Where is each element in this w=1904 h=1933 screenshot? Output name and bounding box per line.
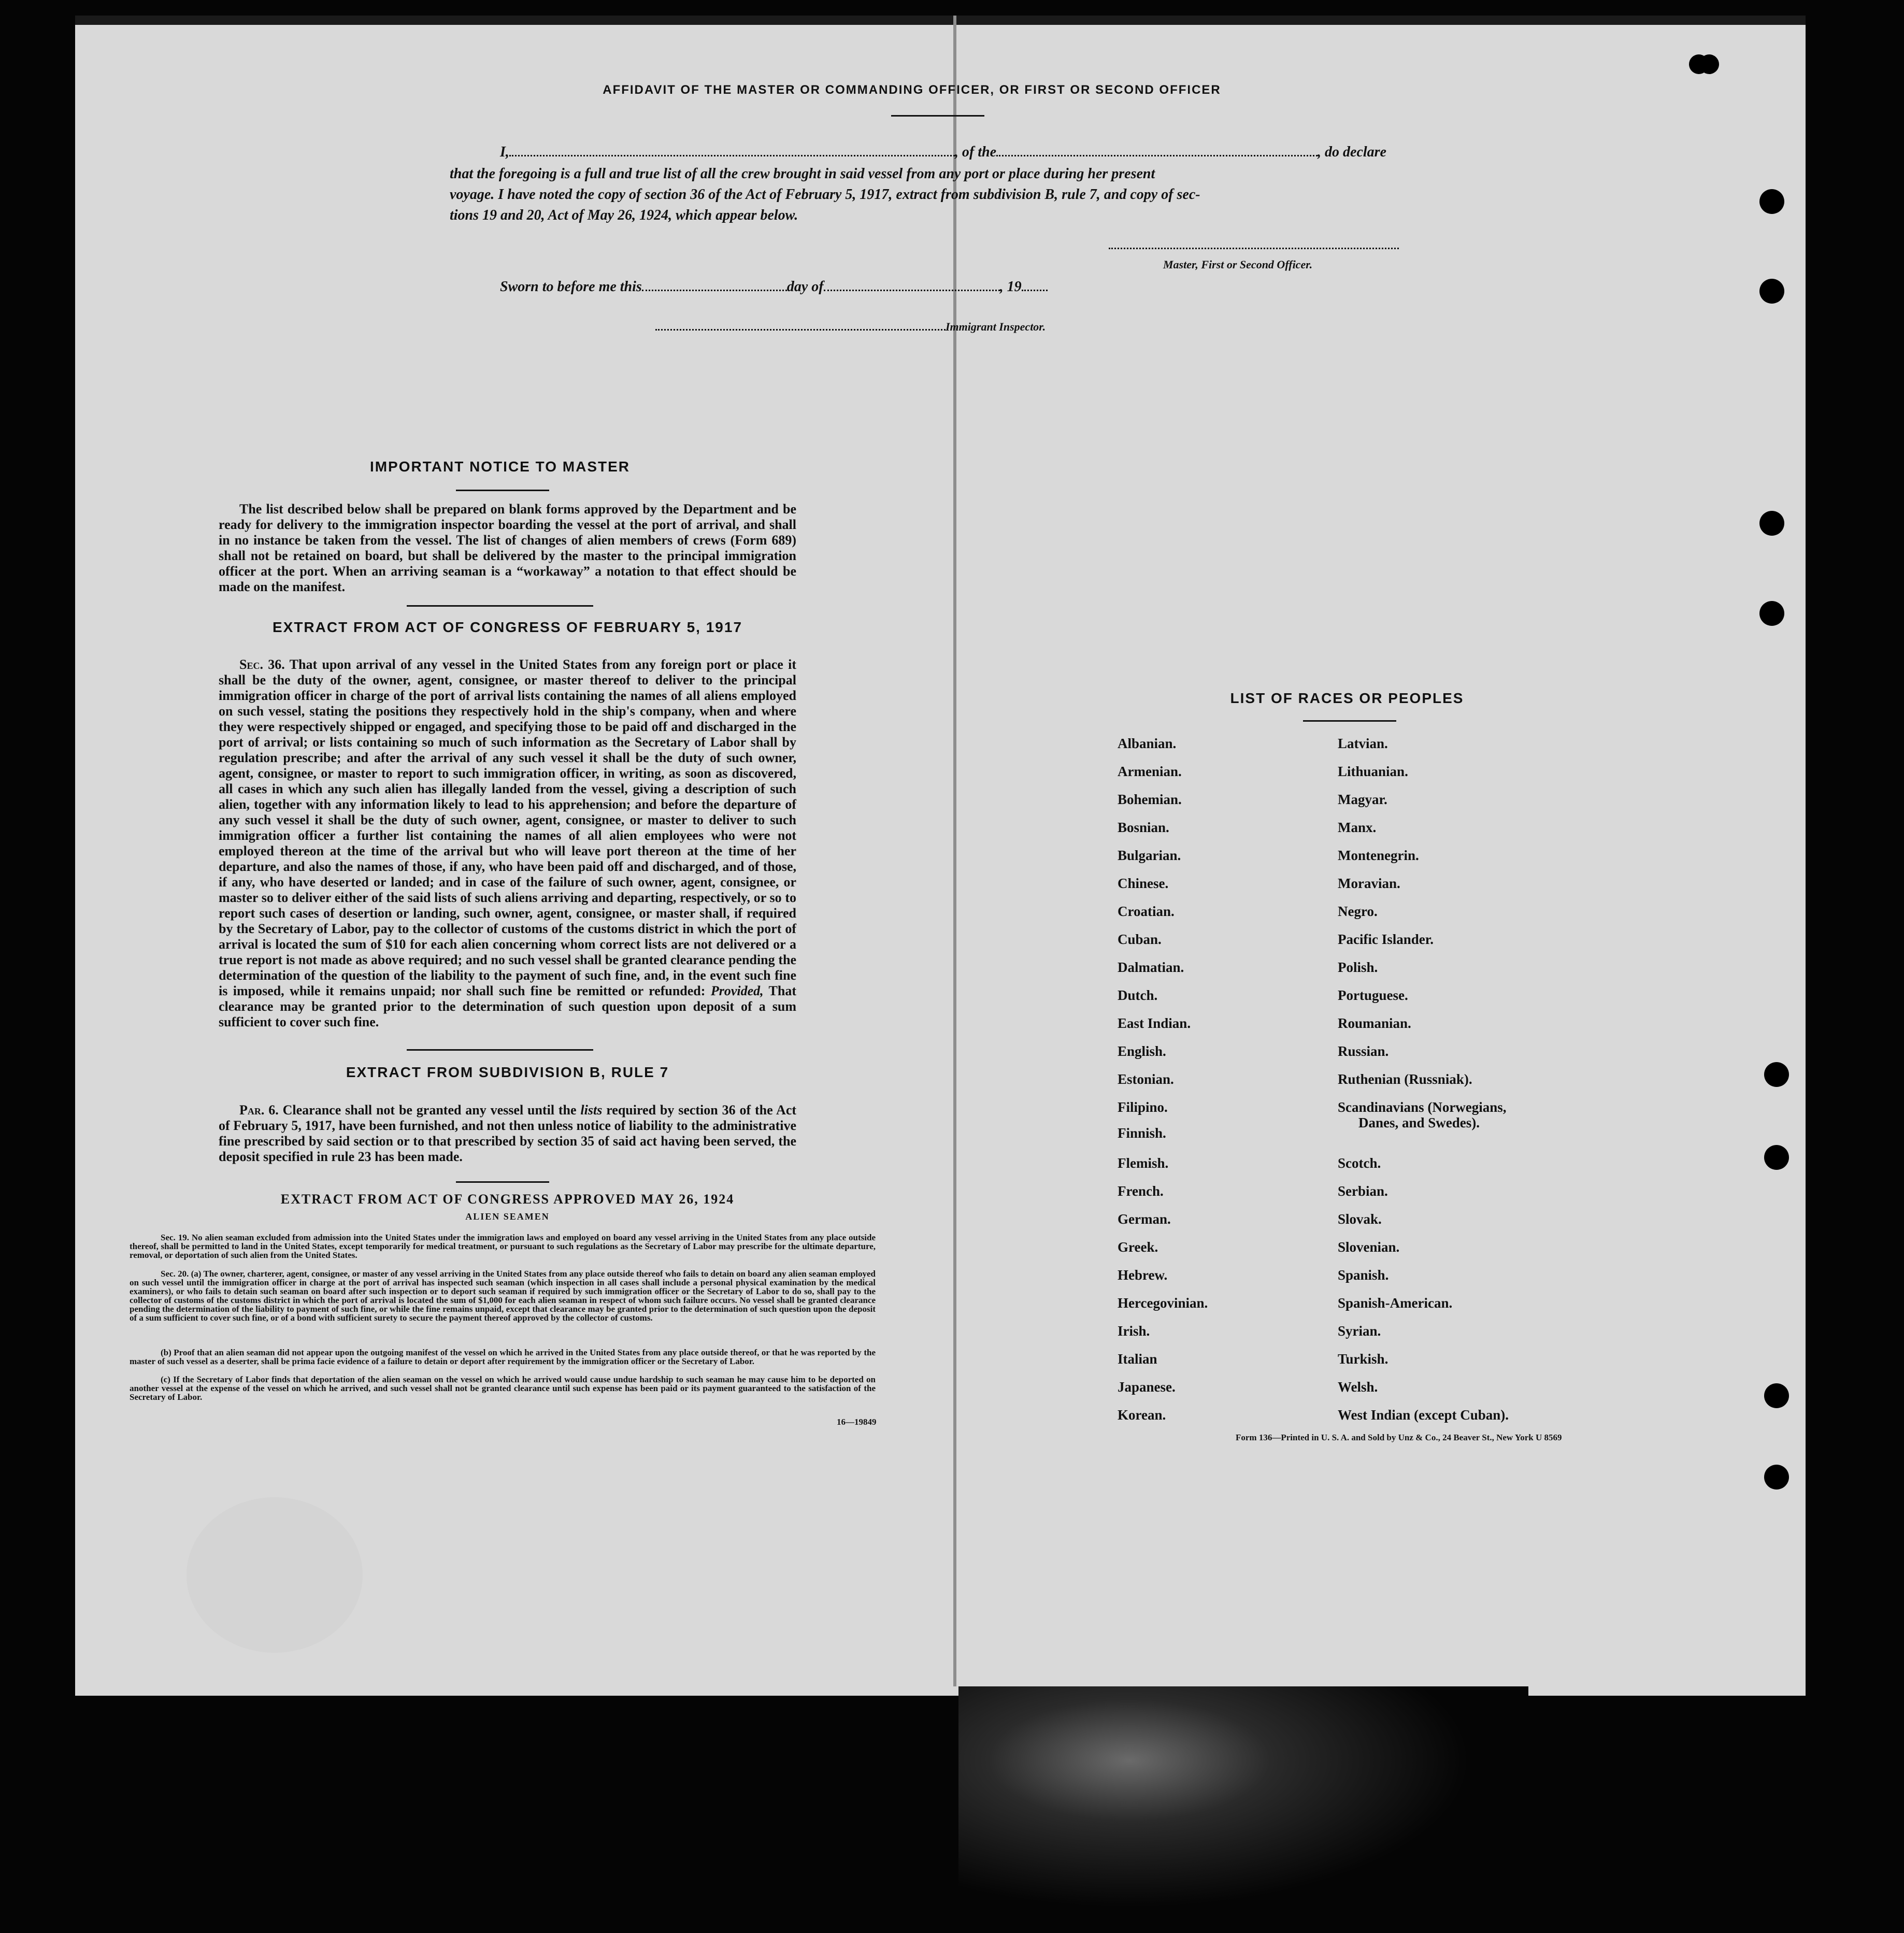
section-20a-text: Sec. 20. (a) The owner, charterer, agent, consignee, or master of any vessel arriving in the United States from any place outside thereof who fails to detain on board any alien seaman employed on such vessel until the immigration officer in charge at the port of arrival has inspected such seaman (which inspection in all cases shall include a personal physical examination by the medical examiners), or who fails to detain such seaman on board after such inspection or to deport such seaman if required by such immigration officer or the Secretary of Labor to do so, shall pay to the collector of customs of the customs district in which the port of arrival is located the sum of $1,000 for each alien seaman in respect of whom such failure occurs. No vessel shall be granted clearance pending the determination of the liability to payment of such fine, or while the fine remains unpaid, except that clearance may be granted prior to the determination of such question upon the deposit of a sum sufficient to cover such fine, or of a bond with sufficient surety to secure the payment thereof approved by the collector of customs. <box>130 1269 876 1323</box>
punch-hole <box>1764 1465 1789 1490</box>
affidavit-line1 <box>500 144 1427 161</box>
list-item: Bosnian. <box>1118 820 1169 835</box>
par-6-text-start: Clearance shall not be granted any vessel until the <box>282 1102 577 1118</box>
extract-1917-title: EXTRACT FROM ACT OF CONGRESS OF FEBRUARY 5, 1917 <box>272 619 743 635</box>
name-field[interactable] <box>509 155 955 156</box>
list-item: Spanish. <box>1338 1267 1389 1283</box>
list-item: Latvian. <box>1338 736 1388 751</box>
list-item: French. <box>1118 1183 1164 1199</box>
section-36-text: That upon arrival of any vessel in the United States from any foreign port or place it shall be the duty of the owner, agent, consignee, or master thereof to deliver to the principal immigration officer in charge of the port of arrival lists containing the names of all aliens employed on such vessel, stating the positions they respectively hold in the ship's company, when and where they were respectively shipped or engaged, and specifying those to be paid off and discharged in the port of arrival; or lists containing so much of such information as the Secretary of Labor shall by regulation prescribe; and after the arrival of any such vessel it shall be the duty of such owner, agent, consignee, or master to report to such immigration officer, in writing, as soon as discovered, all cases in which any such alien has illegally landed from the vessel, giving a description of such alien, together with any information likely to lead to his apprehension; and before the departure of any such vessel it shall be the duty of such owner, agent, consignee, or master to deliver to such immigration officer a further list containing the names of all alien employees who were not employed thereon at the time of the arrival but who will leave port thereon at the time of her departure, and also the names of those, if any, who have been paid off and discharged, and of those, if any, who have deserted or landed; and in case of the failure of such owner, agent, consignee, or master so to deliver either of the said lists of such aliens arriving and departing, respectively, or so to report such cases of desertion or landing, such owner, agent, consignee, or master shall, if required by the Secretary of Labor, pay to the collector of customs of the customs district in which the port of arrival is located the sum of $10 for each alien concerning whom correct lists are not delivered or a true report is not made as above required; and no such vessel shall be granted clearance pending the determination of the question of the liability to the payment of such fine, and, in the event such fine is imposed, while it remains unpaid; nor shall such fine be remitted or refunded: <box>219 657 796 998</box>
list-item: Slovak. <box>1338 1211 1382 1227</box>
notice-title: IMPORTANT NOTICE TO MASTER <box>369 459 631 475</box>
scan-background-debris <box>958 1686 1528 1933</box>
par-6-text-end: required by section 36 of the Act of February 5, 1917, have been furnished, and not then unless notice of liability to the administrative fine prescribed by said section or to that prescribed by section 35 of said act having been served, the deposit specified in rule 23 has been made. <box>219 1102 797 1164</box>
list-item: Scotch. <box>1338 1155 1381 1171</box>
punch-hole <box>1764 1383 1789 1408</box>
list-item: Greek. <box>1118 1239 1158 1255</box>
affidavit-line3: voyage. I have noted the copy of section 36 of the Act of February 5, 1917, extract from subdivision B, rule 7, and copy of sec- <box>450 187 1200 203</box>
list-item: Lithuanian. <box>1338 764 1408 779</box>
page-fold <box>953 16 956 1686</box>
list-item: Montenegrin. <box>1338 848 1419 863</box>
divider <box>407 1049 593 1051</box>
list-item: Japanese. <box>1118 1379 1176 1395</box>
notice-body: The list described below shall be prepared on blank forms approved by the Department and be ready for delivery to the immigration inspector boarding the vessel at the port of arrival, and shall in no instance be taken from the vessel. The list of changes of alien members of crews (Form 689) shall not be retained on board, but shall be delivered by the master to the principal immigration officer at the port. When an arriving seaman is a “workaway” a notation to that effect should be made on the manifest. <box>219 502 796 594</box>
subdivision-b-title: EXTRACT FROM SUBDIVISION B, RULE 7 <box>346 1064 669 1080</box>
list-item: Syrian. <box>1338 1323 1381 1339</box>
races-title: LIST OF RACES OR PEOPLES <box>1230 690 1464 706</box>
print-code: 16—19849 <box>837 1417 877 1427</box>
list-item: Moravian. <box>1338 876 1400 891</box>
punch-hole <box>1759 279 1784 304</box>
inspector-line <box>655 320 1046 334</box>
list-item: Manx. <box>1338 820 1377 835</box>
list-item: Welsh. <box>1338 1379 1378 1395</box>
section-36-text-end: That clearance may be granted prior to the determination of such question upon deposit of a sum sufficient to cover such fine. <box>219 983 797 1029</box>
races-left-column <box>1118 736 1314 1435</box>
list-item: Finnish. <box>1118 1125 1166 1141</box>
list-item: Chinese. <box>1118 876 1169 891</box>
list-item: Ruthenian (Russniak). <box>1338 1071 1472 1087</box>
of-the-label: , of the <box>954 144 997 160</box>
embossed-seal <box>187 1497 363 1653</box>
punch-hole <box>1759 189 1784 214</box>
punch-hole <box>1759 601 1784 626</box>
form-printer-line: Form 136—Printed in U. S. A. and Sold by Unz & Co., 24 Beaver St., New York U 8569 <box>1236 1433 1562 1442</box>
par-6-label: Par. 6. <box>239 1102 279 1118</box>
races-right-column <box>1338 736 1628 1435</box>
lists-word: lists <box>580 1102 603 1118</box>
list-item: Turkish. <box>1338 1351 1388 1367</box>
divider <box>456 1181 549 1183</box>
list-item: Danes, and Swedes). <box>1358 1115 1480 1130</box>
list-item: Irish. <box>1118 1323 1150 1339</box>
punch-hole <box>1699 54 1719 74</box>
list-item: Filipino. <box>1118 1099 1168 1115</box>
section-36-label: Sec. 36. <box>239 657 285 672</box>
list-item: Bulgarian. <box>1118 848 1181 863</box>
master-signature-field[interactable] <box>1109 248 1399 249</box>
affidavit-line2: that the foregoing is a full and true list of all the crew brought in said vessel from any port or place during her present <box>450 166 1155 182</box>
list-item: West Indian (except Cuban). <box>1338 1407 1509 1423</box>
list-item: Dalmatian. <box>1118 960 1184 975</box>
vessel-field[interactable] <box>996 155 1318 156</box>
divider <box>891 115 984 117</box>
list-item: Serbian. <box>1338 1183 1388 1199</box>
section-20c-text: (c) If the Secretary of Labor finds that deportation of the alien seaman on the vessel on which he arrived would cause undue hardship to such seaman he may cause him to be deported on another vessel at the expense of the vessel on which he arrived, and such vessel shall not be granted clearance until such expense has been paid or its payment guaranteed to the satisfaction of the Secretary of Labor. <box>130 1374 876 1402</box>
affidavit-title: AFFIDAVIT OF THE MASTER OR COMMANDING OFFICER, OR FIRST OR SECOND OFFICER <box>603 83 1221 97</box>
list-item: Negro. <box>1338 904 1378 919</box>
list-item: East Indian. <box>1118 1015 1191 1031</box>
list-item: Armenian. <box>1118 764 1182 779</box>
master-signature-caption: Master, First or Second Officer. <box>1163 258 1313 271</box>
list-item: Russian. <box>1338 1043 1389 1059</box>
year-label: , 19 <box>999 279 1022 295</box>
list-item: Korean. <box>1118 1407 1166 1423</box>
list-item: Magyar. <box>1338 792 1387 807</box>
list-item: Italian <box>1118 1351 1157 1367</box>
list-item: Croatian. <box>1118 904 1175 919</box>
provided-label: Provided, <box>710 983 764 998</box>
i-label: I, <box>500 144 509 160</box>
list-item: Estonian. <box>1118 1071 1174 1087</box>
punch-hole <box>1764 1145 1789 1170</box>
list-item: Hebrew. <box>1118 1267 1168 1283</box>
day-field[interactable] <box>642 290 787 291</box>
list-item: Dutch. <box>1118 987 1158 1003</box>
extract-1917-body <box>219 657 796 1030</box>
month-field[interactable] <box>824 290 1000 291</box>
list-item: Scandinavians (Norwegians, <box>1338 1099 1507 1115</box>
year-field[interactable] <box>1022 290 1048 291</box>
divider <box>456 490 549 491</box>
punch-hole <box>1759 511 1784 536</box>
extract-1924-title: EXTRACT FROM ACT OF CONGRESS APPROVED MAY 26, 1924 <box>280 1192 735 1207</box>
sworn-line <box>500 279 1173 295</box>
extract-1924-subtitle: ALIEN SEAMEN <box>465 1211 550 1222</box>
list-item: Polish. <box>1338 960 1378 975</box>
list-item: English. <box>1118 1043 1166 1059</box>
inspector-caption: Immigrant Inspector. <box>946 320 1046 333</box>
section-19-text: Sec. 19. No alien seaman excluded from admission into the United States under the immigration laws and employed on board any vessel arriving in the United States from any place outside thereof, shall be permitted to land in the United States, except temporarily for medical treatment, or pursuant to such regulations as the Secretary of Labor may prescribe for the ultimate departure, removal, or deportation of such alien from the United States. <box>130 1233 876 1260</box>
subdivision-b-body <box>219 1102 796 1165</box>
list-item: Hercegovinian. <box>1118 1295 1208 1311</box>
list-item: Albanian. <box>1118 736 1177 751</box>
list-item: Spanish-American. <box>1338 1295 1453 1311</box>
inspector-signature-field[interactable] <box>655 329 946 331</box>
sworn-label: Sworn to before me this <box>500 279 642 295</box>
divider <box>407 605 593 607</box>
do-declare-label: , do declare <box>1318 144 1386 160</box>
list-item: Portuguese. <box>1338 987 1408 1003</box>
list-item: Flemish. <box>1118 1155 1169 1171</box>
section-20b-text: (b) Proof that an alien seaman did not appear upon the outgoing manifest of the vessel on which he arrived in the United States from any place outside thereof, or that he was reported by the master of such vessel as a deserter, shall be prima facie evidence of a failure to detain or deport after requirement by the immigration officer or the Secretary of Labor. <box>130 1348 876 1366</box>
punch-hole <box>1764 1062 1789 1087</box>
list-item: Pacific Islander. <box>1338 932 1434 947</box>
day-of-label: day of <box>786 279 824 295</box>
list-item: Slovenian. <box>1338 1239 1400 1255</box>
list-item: German. <box>1118 1211 1171 1227</box>
affidavit-line4: tions 19 and 20, Act of May 26, 1924, which appear below. <box>450 207 798 223</box>
divider <box>1303 720 1396 722</box>
list-item: Roumanian. <box>1338 1015 1411 1031</box>
list-item: Bohemian. <box>1118 792 1182 807</box>
list-item: Cuban. <box>1118 932 1162 947</box>
